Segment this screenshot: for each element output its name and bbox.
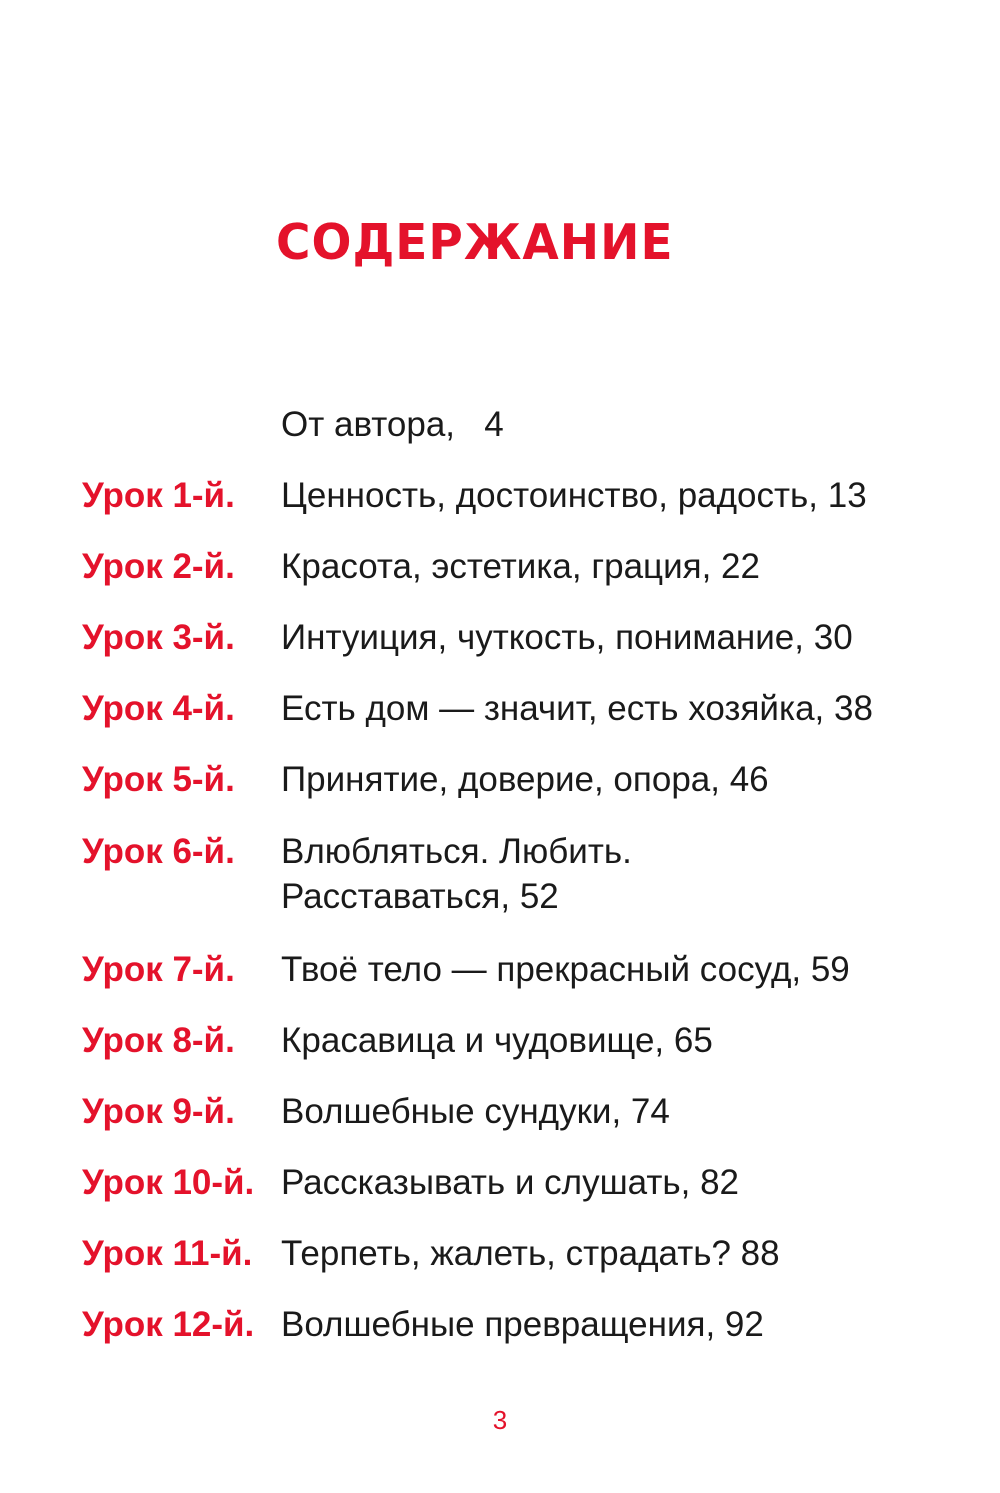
lesson-label: Урок 2-й. xyxy=(82,547,235,586)
lesson-title: Волшебные превращения, 92 xyxy=(281,1305,764,1344)
page-title: СОДЕРЖАНИЕ xyxy=(276,214,674,272)
lesson-title: Влюбляться. Любить. Расставаться, 52 xyxy=(281,832,632,916)
lesson-title: Интуиция, чуткость, понимание, 30 xyxy=(281,618,853,657)
lesson-label: Урок 11-й. xyxy=(82,1234,253,1273)
toc-intro-text: От автора, 4 xyxy=(281,405,504,444)
lesson-title: Красавица и чудовище, 65 xyxy=(281,1021,713,1060)
lesson-title: Терпеть, жалеть, страдать? 88 xyxy=(281,1234,780,1273)
lesson-label: Урок 4-й. xyxy=(82,689,235,728)
lesson-label: Урок 3-й. xyxy=(82,618,235,657)
lesson-title: Рассказывать и слушать, 82 xyxy=(281,1163,740,1202)
lesson-label: Урок 7-й. xyxy=(82,950,235,989)
lesson-title: Волшебные сундуки, 74 xyxy=(281,1092,670,1131)
lesson-label: Урок 9-й. xyxy=(82,1092,235,1131)
lesson-label: Урок 12-й. xyxy=(82,1305,255,1344)
lesson-label: Урок 10-й. xyxy=(82,1163,255,1202)
lesson-title: Принятие, доверие, опора, 46 xyxy=(281,760,769,799)
lesson-label: Урок 8-й. xyxy=(82,1021,235,1060)
lesson-title: Ценность, достоинство, радость, 13 xyxy=(281,476,867,515)
page-number: 3 xyxy=(492,1405,508,1435)
lesson-label: Урок 6-й. xyxy=(82,832,235,871)
lesson-label: Урок 5-й. xyxy=(82,760,235,799)
lesson-title: Твоё тело — прекрасный сосуд, 59 xyxy=(281,950,850,989)
lesson-title: Есть дом — значит, есть хозяйка, 38 xyxy=(281,689,873,728)
lesson-label: Урок 1-й. xyxy=(82,476,235,515)
lesson-title: Красота, эстетика, грация, 22 xyxy=(281,547,760,586)
